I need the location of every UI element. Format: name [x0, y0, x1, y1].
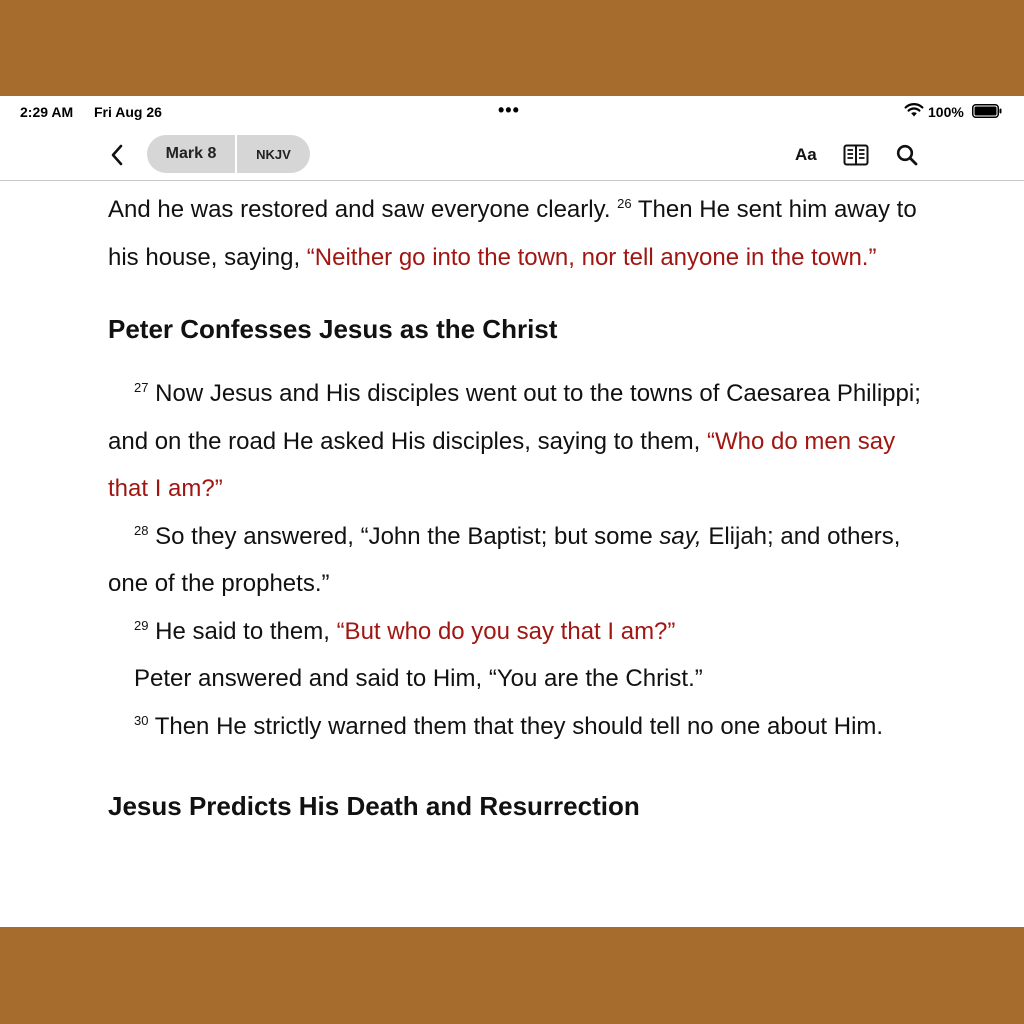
passage-selector: [147, 135, 310, 173]
words-of-christ: “Who do men say that I am?”: [108, 427, 896, 502]
section-heading: Jesus Predicts His Death and Resurrection: [108, 791, 640, 821]
app-screen: [0, 96, 1024, 927]
battery-percent: 100%: [928, 104, 964, 120]
multitasking-dots[interactable]: •••: [498, 100, 520, 120]
verse-number: 27: [134, 380, 149, 395]
parallel-bible-button[interactable]: [843, 140, 871, 170]
status-date: Fri Aug 26: [94, 104, 162, 120]
book-chapter-button[interactable]: Mark 8: [147, 135, 237, 173]
verse-text-italic: say,: [659, 522, 702, 550]
words-of-christ: “Neither go into the town, nor tell anyone in the town.”: [306, 243, 877, 271]
verse-number: 28: [134, 522, 149, 538]
parallel-bible-icon: [843, 144, 869, 166]
section-heading: Peter Confesses Jesus as the Christ: [108, 314, 558, 344]
verse-paragraph[interactable]: [108, 703, 928, 751]
verse-paragraph[interactable]: [108, 513, 928, 608]
verse-text: Then He sent him away to his house, saying,: [108, 196, 917, 271]
verse-text: Now Jesus and His disciples went out to the towns of Caesarea Philippi; and on the road He asked His disciples, saying to them,: [108, 380, 921, 455]
font-settings-button[interactable]: Aa: [795, 145, 817, 164]
version-button[interactable]: NKJV: [256, 146, 291, 162]
verse-text: Elijah; and others, one of the prophets.”: [108, 522, 901, 597]
verse-paragraph[interactable]: [108, 608, 928, 656]
battery-icon: [972, 104, 1002, 118]
words-of-christ: “But who do you say that I am?”: [336, 617, 676, 645]
verse-text: So they answered, “John the Baptist; but some: [148, 522, 660, 550]
search-button[interactable]: [896, 140, 920, 170]
verse-paragraph[interactable]: [108, 370, 928, 513]
search-icon: [896, 144, 918, 166]
status-bar: [0, 96, 1024, 126]
verse-number: 30: [134, 712, 149, 728]
verse-text: Then He strictly warned them that they should tell no one about Him.: [148, 712, 884, 740]
scripture-text: [108, 186, 928, 821]
verse-number: 29: [134, 617, 149, 633]
verse-paragraph[interactable]: [108, 186, 928, 281]
verse-paragraph[interactable]: Peter answered and said to Him, “You are the Christ.”: [134, 665, 703, 692]
verse-number: 26: [617, 196, 632, 211]
verse-text: And he was restored and saw everyone clearly.: [108, 196, 618, 223]
verse-text: He said to them,: [148, 617, 337, 645]
back-chevron-icon[interactable]: [106, 140, 128, 170]
status-time: 2:29 AM: [20, 104, 74, 120]
reader-toolbar: [0, 132, 1024, 181]
wifi-icon: [904, 102, 924, 118]
